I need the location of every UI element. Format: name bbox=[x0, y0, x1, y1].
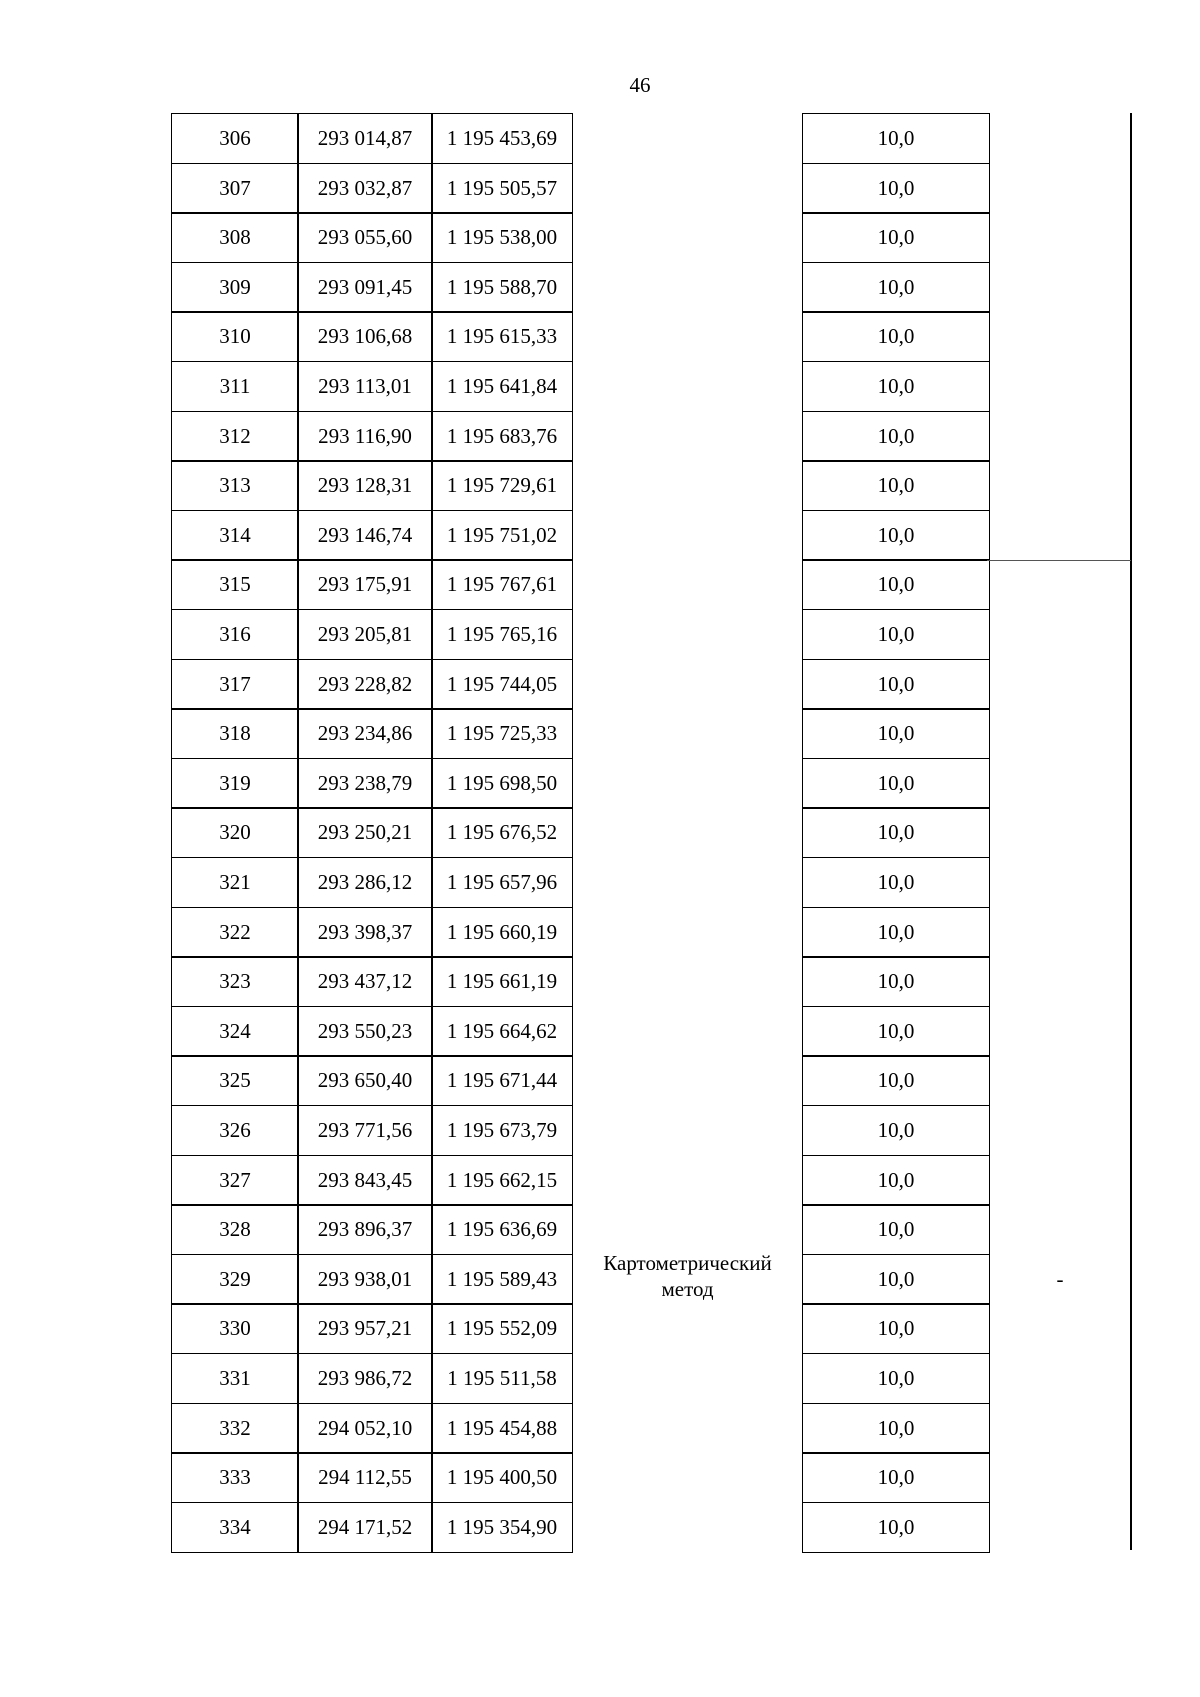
cell-coordinate-y: 1 195 744,05 bbox=[431, 659, 573, 710]
cell-coordinate-x: 293 113,01 bbox=[297, 361, 433, 412]
cell-coordinate-x: 294 112,55 bbox=[297, 1452, 433, 1503]
cell-coordinate-x: 293 843,45 bbox=[297, 1155, 433, 1206]
cell-accuracy: 10,0 bbox=[802, 609, 990, 660]
cell-coordinate-y: 1 195 671,44 bbox=[431, 1055, 573, 1106]
cell-coordinate-x: 293 032,87 bbox=[297, 163, 433, 214]
cell-coordinate-x: 293 146,74 bbox=[297, 510, 433, 561]
cell-accuracy: 10,0 bbox=[802, 758, 990, 809]
cell-coordinate-y: 1 195 767,61 bbox=[431, 559, 573, 610]
cell-coordinate-y: 1 195 538,00 bbox=[431, 212, 573, 263]
cell-accuracy: 10,0 bbox=[802, 1155, 990, 1206]
cell-coordinate-x: 293 250,21 bbox=[297, 807, 433, 858]
cell-accuracy: 10,0 bbox=[802, 708, 990, 759]
cell-coordinate-y: 1 195 589,43 bbox=[431, 1254, 573, 1305]
cell-point-number: 318 bbox=[171, 708, 299, 759]
cell-point-number: 323 bbox=[171, 956, 299, 1007]
cell-point-number: 307 bbox=[171, 163, 299, 214]
cell-coordinate-y: 1 195 453,69 bbox=[431, 113, 573, 164]
cell-coordinate-y: 1 195 588,70 bbox=[431, 262, 573, 313]
cell-coordinate-y: 1 195 662,15 bbox=[431, 1155, 573, 1206]
cell-coordinate-x: 294 171,52 bbox=[297, 1502, 433, 1553]
cell-accuracy: 10,0 bbox=[802, 510, 990, 561]
cell-accuracy: 10,0 bbox=[802, 163, 990, 214]
cell-accuracy: 10,0 bbox=[802, 1502, 990, 1553]
cell-point-number: 325 bbox=[171, 1055, 299, 1106]
cell-coordinate-x: 293 986,72 bbox=[297, 1353, 433, 1404]
cell-accuracy: 10,0 bbox=[802, 1403, 990, 1454]
dash-text: - bbox=[1056, 1267, 1064, 1291]
cell-coordinate-x: 293 437,12 bbox=[297, 956, 433, 1007]
cell-coordinate-y: 1 195 615,33 bbox=[431, 311, 573, 362]
right-border-line bbox=[1130, 113, 1132, 1550]
cell-point-number: 330 bbox=[171, 1303, 299, 1354]
cell-point-number: 320 bbox=[171, 807, 299, 858]
cell-accuracy: 10,0 bbox=[802, 807, 990, 858]
cell-coordinate-x: 293 116,90 bbox=[297, 411, 433, 462]
cell-coordinate-y: 1 195 657,96 bbox=[431, 857, 573, 908]
cell-accuracy: 10,0 bbox=[802, 460, 990, 511]
method-text: Картометрический метод bbox=[603, 1251, 772, 1301]
cell-accuracy: 10,0 bbox=[802, 907, 990, 958]
cell-point-number: 322 bbox=[171, 907, 299, 958]
cell-point-number: 319 bbox=[171, 758, 299, 809]
cell-point-number: 324 bbox=[171, 1006, 299, 1057]
cell-accuracy: 10,0 bbox=[802, 113, 990, 164]
cell-coordinate-x: 293 234,86 bbox=[297, 708, 433, 759]
cell-accuracy: 10,0 bbox=[802, 659, 990, 710]
cell-coordinate-x: 293 896,37 bbox=[297, 1204, 433, 1255]
cell-coordinate-x: 293 938,01 bbox=[297, 1254, 433, 1305]
cell-coordinate-y: 1 195 661,19 bbox=[431, 956, 573, 1007]
cell-coordinate-x: 293 957,21 bbox=[297, 1303, 433, 1354]
cell-coordinate-x: 293 550,23 bbox=[297, 1006, 433, 1057]
cell-coordinate-x: 293 175,91 bbox=[297, 559, 433, 610]
cell-coordinate-y: 1 195 664,62 bbox=[431, 1006, 573, 1057]
cell-point-number: 308 bbox=[171, 212, 299, 263]
separator-line bbox=[987, 560, 1131, 561]
cell-coordinate-y: 1 195 765,16 bbox=[431, 609, 573, 660]
cell-point-number: 316 bbox=[171, 609, 299, 660]
cell-point-number: 311 bbox=[171, 361, 299, 412]
cell-accuracy: 10,0 bbox=[802, 1204, 990, 1255]
cell-point-number: 313 bbox=[171, 460, 299, 511]
cell-accuracy: 10,0 bbox=[802, 857, 990, 908]
cell-coordinate-y: 1 195 505,57 bbox=[431, 163, 573, 214]
cell-point-number: 327 bbox=[171, 1155, 299, 1206]
cell-coordinate-x: 293 771,56 bbox=[297, 1105, 433, 1156]
cell-point-number: 317 bbox=[171, 659, 299, 710]
cell-point-number: 315 bbox=[171, 559, 299, 610]
cell-accuracy: 10,0 bbox=[802, 411, 990, 462]
cell-accuracy: 10,0 bbox=[802, 311, 990, 362]
cell-accuracy: 10,0 bbox=[802, 1254, 990, 1305]
cell-coordinate-x: 293 128,31 bbox=[297, 460, 433, 511]
cell-coordinate-y: 1 195 729,61 bbox=[431, 460, 573, 511]
cell-coordinate-x: 294 052,10 bbox=[297, 1403, 433, 1454]
cell-coordinate-y: 1 195 511,58 bbox=[431, 1353, 573, 1404]
cell-coordinate-x: 293 091,45 bbox=[297, 262, 433, 313]
cell-point-number: 331 bbox=[171, 1353, 299, 1404]
cell-point-number: 333 bbox=[171, 1452, 299, 1503]
cell-coordinate-y: 1 195 676,52 bbox=[431, 807, 573, 858]
cell-coordinate-x: 293 398,37 bbox=[297, 907, 433, 958]
cell-coordinate-x: 293 286,12 bbox=[297, 857, 433, 908]
cell-coordinate-y: 1 195 751,02 bbox=[431, 510, 573, 561]
cell-point-number: 306 bbox=[171, 113, 299, 164]
cell-coordinate-y: 1 195 660,19 bbox=[431, 907, 573, 958]
cell-coordinate-y: 1 195 673,79 bbox=[431, 1105, 573, 1156]
cell-accuracy: 10,0 bbox=[802, 1452, 990, 1503]
cell-point-number: 314 bbox=[171, 510, 299, 561]
cell-accuracy: 10,0 bbox=[802, 1006, 990, 1057]
cell-coordinate-x: 293 106,68 bbox=[297, 311, 433, 362]
cell-point-number: 326 bbox=[171, 1105, 299, 1156]
cell-accuracy: 10,0 bbox=[802, 262, 990, 313]
cell-accuracy: 10,0 bbox=[802, 212, 990, 263]
cell-accuracy: 10,0 bbox=[802, 1055, 990, 1106]
cell-coordinate-x: 293 014,87 bbox=[297, 113, 433, 164]
cell-point-number: 321 bbox=[171, 857, 299, 908]
cell-coordinate-x: 293 228,82 bbox=[297, 659, 433, 710]
cell-coordinate-x: 293 650,40 bbox=[297, 1055, 433, 1106]
cell-coordinate-x: 293 238,79 bbox=[297, 758, 433, 809]
cell-accuracy: 10,0 bbox=[802, 956, 990, 1007]
cell-coordinate-y: 1 195 683,76 bbox=[431, 411, 573, 462]
cell-coordinate-x: 293 205,81 bbox=[297, 609, 433, 660]
cell-accuracy: 10,0 bbox=[802, 559, 990, 610]
cell-point-number: 334 bbox=[171, 1502, 299, 1553]
cell-coordinate-y: 1 195 552,09 bbox=[431, 1303, 573, 1354]
cell-coordinate-x: 293 055,60 bbox=[297, 212, 433, 263]
cell-coordinate-y: 1 195 454,88 bbox=[431, 1403, 573, 1454]
cell-accuracy: 10,0 bbox=[802, 1353, 990, 1404]
cell-accuracy: 10,0 bbox=[802, 1105, 990, 1156]
cell-coordinate-y: 1 195 725,33 bbox=[431, 708, 573, 759]
cell-point-number: 328 bbox=[171, 1204, 299, 1255]
cell-coordinate-y: 1 195 354,90 bbox=[431, 1502, 573, 1553]
page-number: 46 bbox=[629, 73, 651, 97]
cell-coordinate-y: 1 195 400,50 bbox=[431, 1452, 573, 1503]
cell-point-number: 310 bbox=[171, 311, 299, 362]
cell-coordinate-y: 1 195 698,50 bbox=[431, 758, 573, 809]
cell-point-number: 329 bbox=[171, 1254, 299, 1305]
cell-accuracy: 10,0 bbox=[802, 361, 990, 412]
cell-coordinate-y: 1 195 636,69 bbox=[431, 1204, 573, 1255]
cell-coordinate-y: 1 195 641,84 bbox=[431, 361, 573, 412]
cell-point-number: 312 bbox=[171, 411, 299, 462]
cell-accuracy: 10,0 bbox=[802, 1303, 990, 1354]
cell-point-number: 309 bbox=[171, 262, 299, 313]
cell-point-number: 332 bbox=[171, 1403, 299, 1454]
